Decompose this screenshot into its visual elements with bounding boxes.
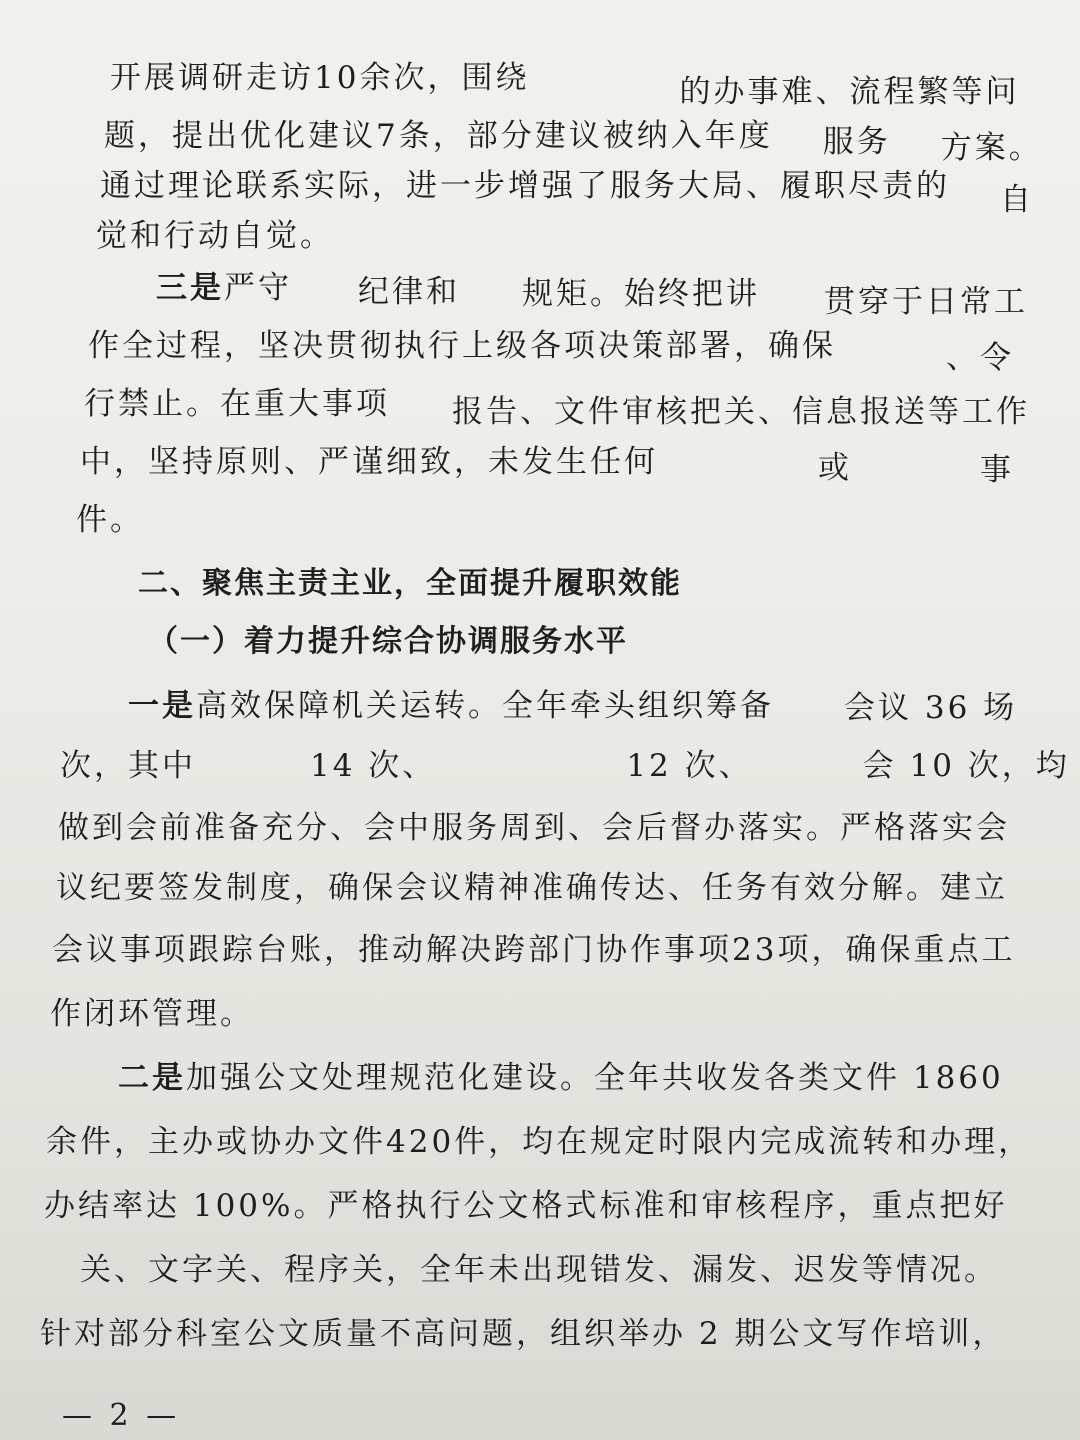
text-segment: 做到会前准备充分、会中服务周到、会后督办落实。严格落实会: [58, 810, 1010, 846]
text-line: [104, 116, 1043, 166]
text-line: [44, 1186, 1007, 1226]
text-segment: 方案。: [940, 130, 1043, 166]
text-segment: 关、文字关、程序关，全年未出现错发、漏发、迟发等情况。: [80, 1252, 998, 1288]
text-segment: 、令: [946, 340, 1014, 376]
text-segment: 服务: [822, 124, 891, 160]
text-line: [80, 442, 1014, 488]
text-line: [52, 930, 1015, 970]
text-segment: 报告、文件审核把关、信息报送等工作: [452, 394, 1030, 430]
subsection-heading: （一）着力提升综合协调服务水平: [148, 624, 628, 659]
text-segment: 自: [1000, 182, 1034, 218]
text-line: [110, 58, 1020, 110]
text-segment: 会议事项跟踪台账，推动解决跨部门协作事项23项，确保重点工: [52, 932, 1016, 968]
text-segment: 严守: [224, 270, 292, 306]
text-segment: 觉和行动自觉。: [96, 218, 334, 254]
text-segment: 针对部分科室公文质量不高问题，组织举办 2 期公文写作培训，: [40, 1316, 1007, 1352]
text-segment: 中，坚持原则、严谨细致，未发生任何: [80, 444, 658, 480]
paragraph-lead: 三是: [156, 270, 224, 306]
text-segment: 事: [980, 452, 1014, 488]
text-segment: 办结率达 100%。严格执行公文格式标准和审核程序，重点把好: [44, 1188, 1008, 1224]
text-segment: 贯穿于日常工: [824, 284, 1028, 320]
text-line: [60, 746, 1070, 786]
text-line: [58, 808, 1010, 848]
text-segment: 高效保障机关运转。全年牵头组织筹备: [196, 688, 774, 724]
text-line: [56, 868, 1008, 908]
section-heading: 二、聚焦主责主业，全面提升履职效能: [138, 566, 682, 601]
text-segment: 会议 36 场: [844, 690, 1018, 726]
paragraph-lead: 一是: [128, 688, 196, 724]
text-line: [40, 1314, 1006, 1354]
text-line: [80, 1250, 998, 1290]
text-line: [100, 166, 1034, 218]
text-line: [118, 1058, 1004, 1098]
text-line: [84, 384, 1030, 430]
text-segment: 件。: [76, 502, 144, 538]
text-line: [156, 268, 1028, 320]
text-segment: 开展调研走访10余次，围绕: [110, 60, 530, 96]
text-segment: 次，其中: [60, 748, 196, 784]
text-line: [88, 326, 1014, 376]
text-line: [46, 1122, 1032, 1162]
text-segment: 规矩。始终把讲: [522, 276, 760, 312]
text-line: [128, 686, 1017, 726]
text-segment: 通过理论联系实际，进一步增强了服务大局、履职尽责的: [100, 168, 950, 204]
text-segment: 或: [818, 450, 852, 486]
text-segment: 作闭环管理。: [50, 996, 254, 1032]
page-number: — 2 —: [62, 1398, 181, 1433]
text-line: [76, 500, 144, 540]
text-segment: 余件，主办或协办文件420件，均在规定时限内完成流转和办理，: [46, 1124, 1033, 1160]
text-segment: 议纪要签发制度，确保会议精神准确传达、任务有效分解。建立: [56, 870, 1008, 906]
text-segment: 加强公文处理规范化建设。全年共收发各类文件 1860: [186, 1060, 1004, 1096]
text-segment: 会 10 次，均: [862, 748, 1070, 784]
paragraph-lead: 二是: [118, 1060, 186, 1096]
text-segment: 题，提出优化建议7条，部分建议被纳入年度: [104, 118, 773, 154]
text-segment: 14 次、: [310, 748, 437, 784]
text-segment: 行禁止。在重大事项: [84, 386, 390, 422]
text-line: [50, 994, 254, 1034]
text-segment: 纪律和: [358, 274, 460, 310]
text-segment: 的办事难、流程繁等问: [679, 74, 1020, 110]
text-segment: 12 次、: [626, 748, 753, 784]
text-line: [96, 216, 334, 256]
text-segment: 作全过程，坚决贯彻执行上级各项决策部署，确保: [88, 328, 836, 364]
